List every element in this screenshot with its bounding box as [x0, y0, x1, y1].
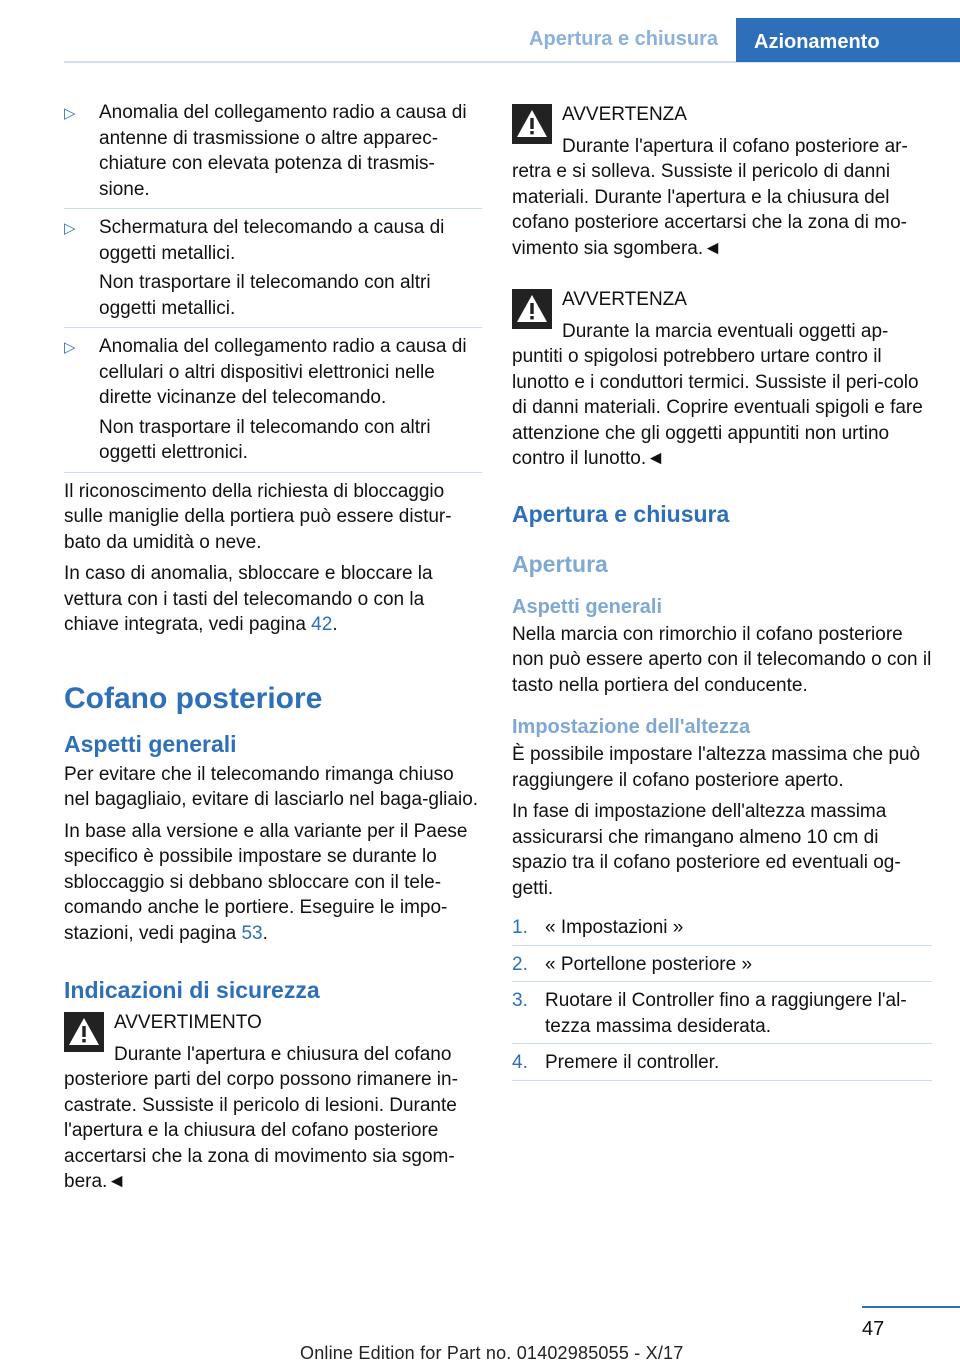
subsection-heading: Indicazioni di sicurezza	[64, 977, 320, 1003]
paragraph: Il riconoscimento della richiesta di bloccaggio sulle maniglie della portiera può essere distur-bato da umidità o neve.	[64, 480, 452, 553]
warning-text: Durante l'apertura il cofano posteriore ar-retra e si solleva. Sussiste il pericolo di danni materiali. Durante l'apertura e la chiusura del cofano posteriore accertarsi che la zona di mo-vimento sia sgombera.◄	[512, 135, 908, 259]
bullet-text: Non trasportare il telecomando con altri oggetti elettronici.	[99, 416, 431, 463]
triangle-bullet-icon: ▷	[64, 339, 76, 356]
paragraph: È possibile impostare l'altezza massima che può raggiungere il cofano posteriore aperto.	[512, 744, 921, 791]
bullet-item	[64, 334, 482, 473]
paragraph: In base alla versione e alla variante per il Paese specifico è possibile impostare se durante lo sbloccaggio si debbano sbloccare con il tele-comando anche le portiere. Eseguire le impo-stazioni, vedi pagina 53.	[64, 820, 468, 944]
right-column	[512, 100, 932, 1087]
warning-triangle-icon	[64, 1012, 104, 1052]
header-chapter-tab: Azionamento	[736, 18, 960, 62]
paragraph: Nella marcia con rimorchio il cofano posteriore non può essere aperto con il telecomando o con il tasto nella portiera del conducente.	[512, 623, 932, 696]
warning-text: Durante l'apertura e chiusura del cofano posteriore parti del corpo possono rimanere in-castrate. Sussiste il pericolo di lesioni. Durante l'apertura e la chiusura del cofano posteriore accertarsi che la zona di movimento sia sgom-bera.◄	[64, 1043, 458, 1192]
paragraph: In caso di anomalia, sbloccare e bloccare la vettura con i tasti del telecomando o con la chiave integrata, vedi pagina 42.	[64, 563, 433, 635]
warning-title: AVVERTIMENTO	[114, 1012, 262, 1033]
list-item	[512, 915, 932, 946]
minor-heading: Impostazione dell'altezza	[512, 716, 751, 738]
subsection-heading: Apertura	[512, 550, 608, 577]
triangle-bullet-icon: ▷	[64, 220, 76, 237]
list-item	[512, 988, 932, 1044]
left-column	[64, 100, 482, 1205]
paragraph: In fase di impostazione dell'altezza massima assicurarsi che rimangano almeno 10 cm di spazio tra il cofano posteriore ed eventuali og-getti.	[512, 801, 901, 899]
bullet-text: Schermatura del telecomando a causa di oggetti metallici.	[99, 217, 445, 264]
page-link[interactable]: 53	[241, 922, 263, 944]
paragraph-text: In caso di anomalia, sbloccare e bloccare la vettura con i tasti del telecomando o con la chiave integrata, vedi pagina	[64, 563, 433, 635]
paragraph: Per evitare che il telecomando rimanga chiuso nel bagagliaio, evitare di lasciarlo nel baga-gliaio.	[64, 763, 479, 810]
warning-title: AVVERTENZA	[562, 104, 687, 125]
bullet-item	[64, 215, 482, 328]
paragraph-text: In base alla versione e alla variante per il Paese specifico è possibile impostare se durante lo sbloccaggio si debbano sbloccare con il tele-comando anche le portiere. Eseguire le impo-stazioni, vedi pagina	[64, 820, 468, 944]
subsection-heading: Aspetti generali	[64, 730, 237, 757]
list-number: 2.	[512, 953, 528, 975]
bullet-text: Non trasportare il telecomando con altri oggetti metallici.	[99, 272, 431, 319]
bullet-list	[64, 100, 482, 473]
bullet-item	[64, 100, 482, 209]
list-text: « Impostazioni »	[545, 917, 684, 938]
edition-footer: Online Edition for Part no. 01402985055 - X/17	[300, 1343, 684, 1363]
warning-title: AVVERTENZA	[562, 289, 687, 310]
warning-triangle-icon	[512, 289, 552, 329]
page-number: 47	[862, 1318, 885, 1340]
header-section-title: Apertura e chiusura	[529, 28, 718, 50]
page-link[interactable]: 42	[311, 614, 333, 635]
warning-triangle-icon	[512, 104, 552, 144]
list-item	[512, 952, 932, 983]
list-number: 3.	[512, 990, 528, 1011]
section-heading: Cofano posteriore	[64, 681, 323, 715]
list-text: Ruotare il Controller fino a raggiungere l'al-tezza massima desiderata.	[545, 990, 907, 1037]
triangle-bullet-icon: ▷	[64, 105, 76, 122]
warning-block	[512, 100, 932, 261]
list-item	[512, 1050, 932, 1081]
bullet-text: Anomalia del collegamento radio a causa di antenne di trasmissione o altre apparec-chiature con elevata potenza di trasmis-sione.	[99, 102, 467, 200]
list-number: 1.	[512, 917, 528, 938]
subsection-heading: Apertura e chiusura	[512, 500, 730, 527]
footer-rule	[862, 1306, 960, 1308]
warning-text: Durante la marcia eventuali oggetti ap-puntiti o spigolosi potrebbero urtare contro il lunotto e i conduttori termici. Sussiste il peri-colo di danni materiali. Coprire eventuali spigoli e fare attenzione che gli oggetti appuntiti non urtino contro il lunotto.◄	[512, 320, 923, 469]
warning-block	[64, 1008, 482, 1195]
list-text: « Portellone posteriore »	[545, 953, 753, 975]
list-text: Premere il controller.	[545, 1052, 720, 1073]
list-number: 4.	[512, 1052, 528, 1073]
numbered-list	[512, 915, 932, 1081]
warning-block	[512, 285, 932, 472]
bullet-text: Anomalia del collegamento radio a causa di cellulari o altri dispositivi elettronici nelle dirette vicinanze del telecomando.	[99, 336, 467, 408]
minor-heading: Aspetti generali	[512, 595, 663, 618]
